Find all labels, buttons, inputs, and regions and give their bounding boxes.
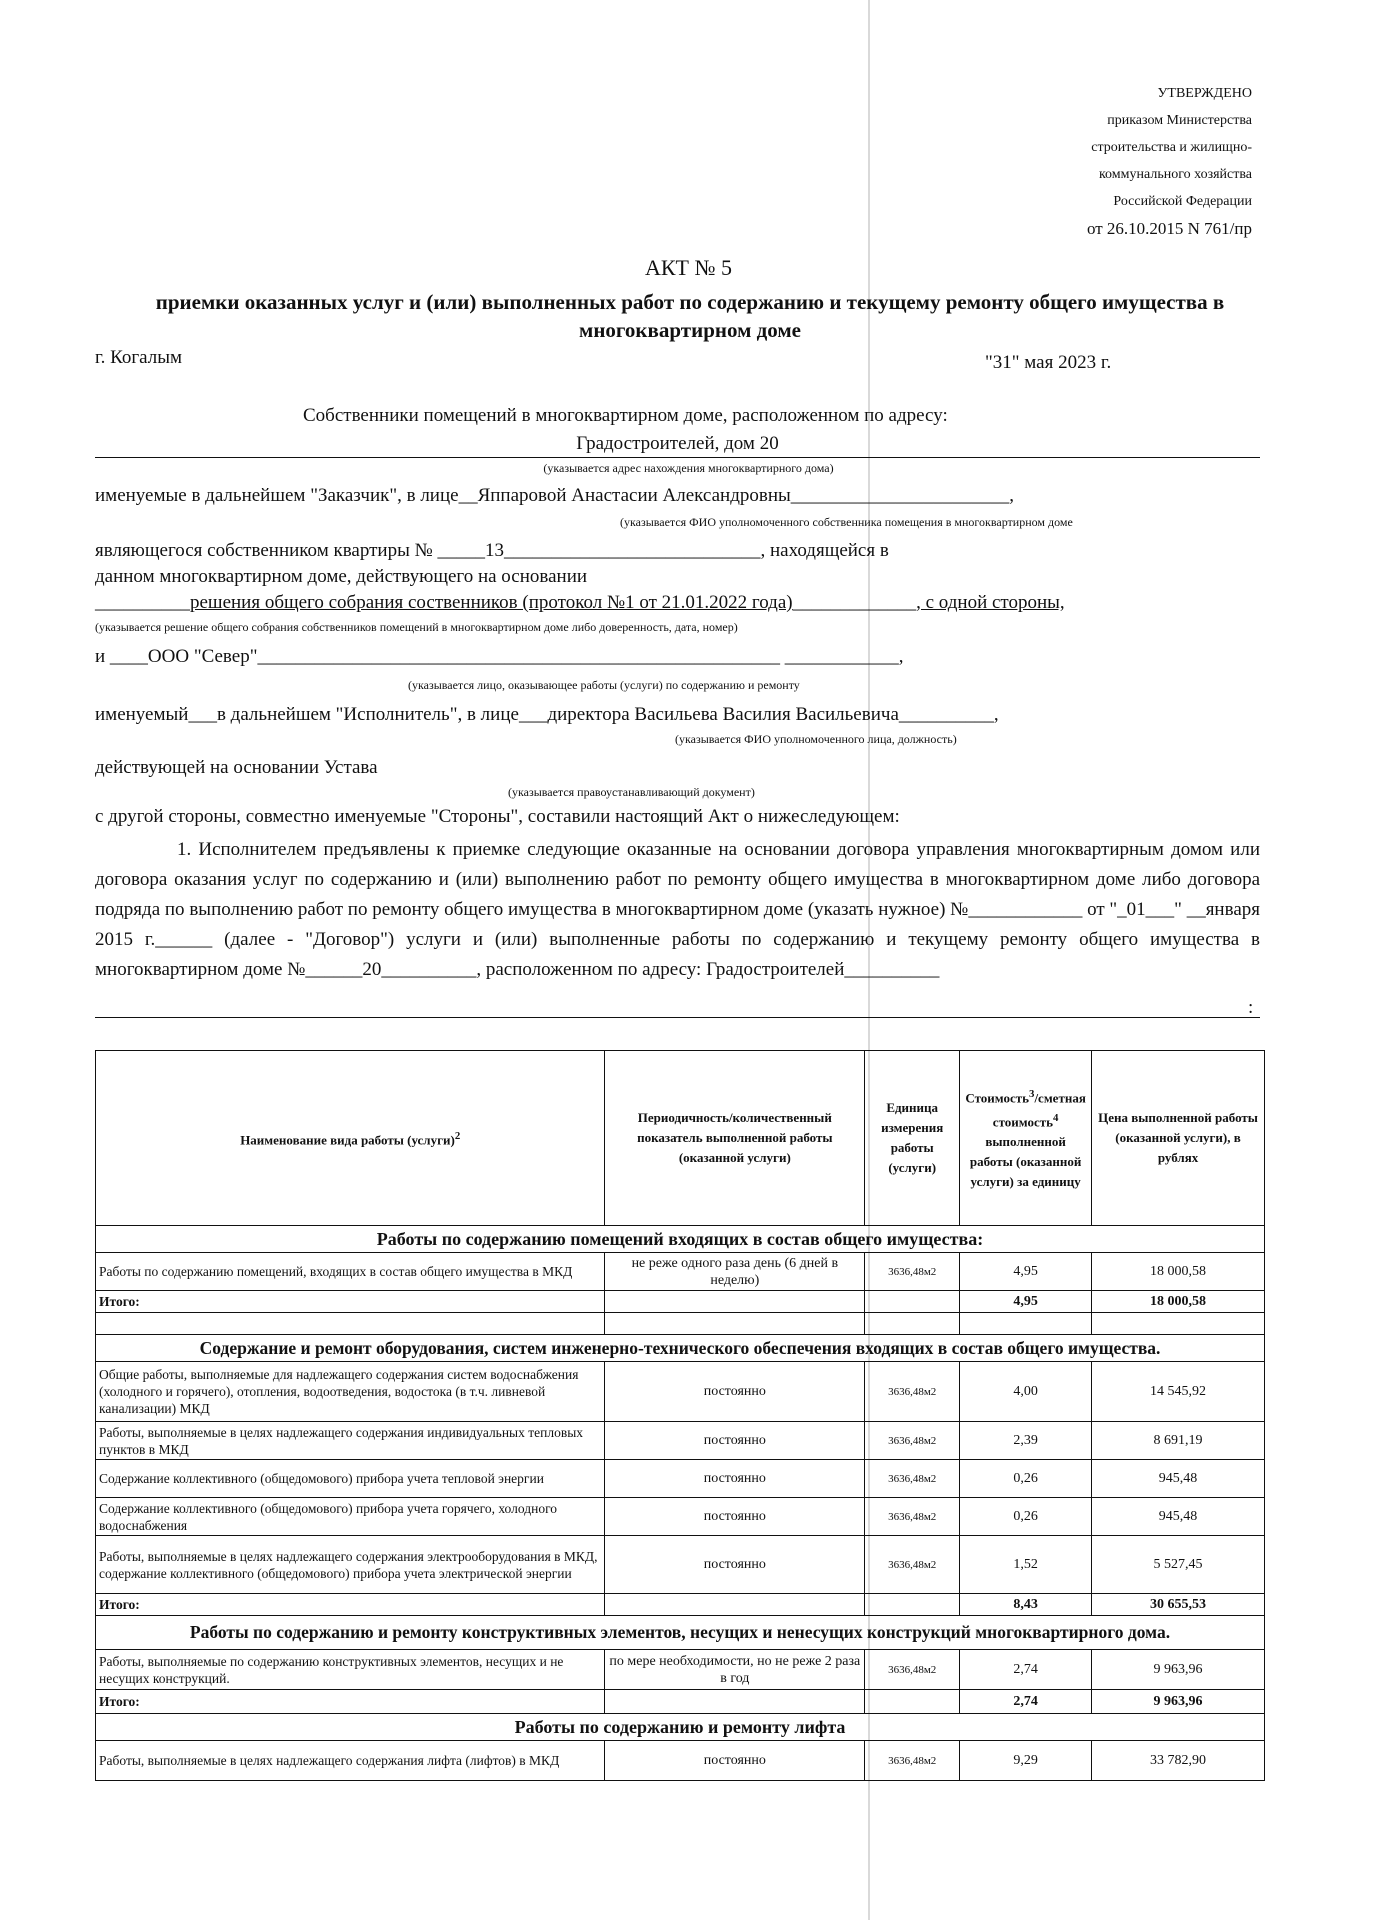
clause-1 (95, 835, 1260, 985)
and-word: и (95, 646, 106, 667)
owner-prefix: являющегося собственником квартиры № (95, 540, 433, 561)
header-price: Цена выполненной работы (оказанной услуги), в рублях (1092, 1051, 1265, 1226)
address-note: (указывается адрес нахождения многоквартирного дома) (543, 461, 834, 475)
section-header: Работы по содержанию и ремонту лифта (96, 1714, 1265, 1741)
approval-line: строительства и жилищно- (1091, 140, 1252, 155)
executor-line: именуемый___в дальнейшем "Исполнитель", в лице___директора Васильева Василия Васильевича__________, (95, 704, 999, 725)
executor-name: директора Васильева Василия Васильевича (547, 704, 899, 725)
section-header: Работы по содержанию помещений входящих в состав общего имущества: (96, 1226, 1265, 1253)
customer-name: Яппаровой Анастасии Александровны (477, 485, 791, 506)
owner-line: являющегося собственником квартиры № _____13___________________________, находящейся в (95, 540, 889, 561)
table-row: Работы по содержанию помещений, входящих в состав общего имущества в МКД не реже одного раза день (6 дней в неделю) 3636,48м2 4,95 18 000,58 (96, 1253, 1265, 1291)
table-row: Работы, выполняемые в целях надлежащего содержания лифта (лифтов) в МКД постоянно 3636,48м2 9,29 33 782,90 (96, 1741, 1265, 1781)
act-subtitle: приемки оказанных услуг и (или) выполненных работ по содержанию и текущему ремонту общего имущества в многоквартирном доме (155, 290, 1225, 342)
basis-note: (указывается решение общего собрания собственников помещений в многоквартирном доме либо доверенность, дата, номер) (95, 620, 738, 634)
empty-row (96, 1313, 1265, 1335)
executor-mid: в дальнейшем "Исполнитель", в лице (216, 704, 519, 725)
works-table (95, 1050, 1265, 1781)
acting-line: действующей на основании Устава (95, 757, 378, 778)
address-value: Градостроителей, дом 20 (576, 433, 779, 454)
customer-note: (указывается ФИО уполномоченного собственника помещения в многоквартирном доме (620, 515, 1073, 529)
customer-line: именуемые в дальнейшем "Заказчик", в лице__Яппаровой Анастасии Александровны_______________________, (95, 485, 1015, 506)
total-row: Итого: 8,43 30 655,53 (96, 1594, 1265, 1616)
header-unit: Единица измерения работы (услуги) (865, 1051, 960, 1226)
contractor-name: ООО "Север" (147, 646, 258, 667)
approval-line: приказом Министерства (1107, 113, 1252, 128)
table-row: Работы, выполняемые по содержанию конструктивных элементов, несущих и не несущих конструкций. по мере необходимости, но не реже 2 раза в год 3636,48м2 2,74 9 963,96 (96, 1650, 1265, 1690)
header-cost: Стоимость$^3$/сметная стоимость$^4$ выполненной работы (оказанной услуги) за единицу (960, 1051, 1092, 1226)
parties-line: с другой стороны, совместно именуемые "Стороны", составили настоящий Акт о нижеследующем: (95, 806, 900, 827)
table-row: Общие работы, выполняемые для надлежащего содержания систем водоснабжения (холодного и горячего), отопления, водоотведения, водостока (в т.ч. ливневой канализации) МКД постоянно 3636,48м2 4,00 14 545,92 (96, 1362, 1265, 1422)
basis-value-line: __________решения общего собрания соственников (протокол №1 от 21.01.2022 года)_____________, с одной стороны, (95, 592, 1065, 613)
approval-line: Российской Федерации (1113, 194, 1252, 209)
table-row: Содержание коллективного (общедомового) прибора учета горячего, холодного водоснабжения постоянно 3636,48м2 0,26 945,48 (96, 1498, 1265, 1536)
basis-line: данном многоквартирном доме, действующего на основании (95, 566, 588, 587)
clause-1-colon: : (1248, 997, 1254, 1018)
contractor-line: и ____ООО "Север"_______________________________________________________ ____________, (95, 646, 904, 667)
section-header: Содержание и ремонт оборудования, систем инженерно-технического обеспечения входящих в состав общего имущества. (96, 1335, 1265, 1362)
contractor-note: (указывается лицо, оказывающее работы (услуги) по содержанию и ремонту (408, 678, 800, 692)
owners-line: Собственники помещений в многоквартирном доме, расположенном по адресу: (303, 405, 948, 426)
header-name: Наименование вида работы (услуги)$^2$ (96, 1051, 605, 1226)
executor-note: (указывается ФИО уполномоченного лица, должность) (675, 732, 957, 746)
act-title: АКТ № 5 (645, 255, 732, 280)
basis-suffix: , с одной стороны, (916, 592, 1065, 613)
apartment-number: 13 (484, 540, 504, 561)
acting-note: (указывается правоустанавливающий документ) (508, 785, 755, 799)
clause-1-blank-line (95, 995, 1260, 1018)
approval-stamp (1087, 80, 1252, 242)
section-header: Работы по содержанию и ремонту конструктивных элементов, несущих и ненесущих конструкций многоквартирного дома. (96, 1616, 1265, 1650)
total-row: Итого: 4,95 18 000,58 (96, 1291, 1265, 1313)
table-row: Работы, выполняемые в целях надлежащего содержания индивидуальных тепловых пунктов в МКД постоянно 3636,48м2 2,39 8 691,19 (96, 1422, 1265, 1460)
approval-line: от 26.10.2015 N 761/пр (1086, 219, 1252, 238)
basis-value: решения общего собрания соственников (протокол №1 от 21.01.2022 года) (190, 592, 793, 613)
table-row: Работы, выполняемые в целях надлежащего содержания электрооборудования в МКД, содержание коллективного (общедомового) прибора учета электрической энергии постоянно 3636,48м2 1,52 5 527,45 (96, 1536, 1265, 1594)
approval-line: УТВЕРЖДЕНО (1157, 86, 1252, 101)
total-row: Итого: 2,74 9 963,96 (96, 1690, 1265, 1714)
act-date: "31" мая 2023 г. (985, 352, 1112, 373)
header-period: Периодичность/количественный показатель выполненной работы (оказанной услуги) (605, 1051, 865, 1226)
clause-1-text: 1. Исполнителем предъявлены к приемке следующие оказанные на основании договора управления многоквартирным домом или договора оказания услуг по содержанию и (или) выполнению работ по ремонту общего имущества в многоквартирном доме либо договора подряда по выполнению работ по ремонту общего имущества в многоквартирном доме (указать нужное) №____________ от "_01___" __января 2015 г.______ (далее - "Договор") услуги и (или) выполненные работы по содержанию и текущему ремонту общего имущества в многоквартирном доме №______20__________, расположенном по адресу: Градостроителей__________ (95, 839, 1260, 980)
executor-prefix: именуемый (95, 704, 189, 725)
table-row: Содержание коллективного (общедомового) прибора учета тепловой энергии постоянно 3636,48м2 0,26 945,48 (96, 1460, 1265, 1498)
approval-line: коммунального хозяйства (1098, 167, 1252, 182)
table-header-row (96, 1051, 1265, 1226)
owner-suffix: , находящейся в (760, 540, 889, 561)
address-field (95, 433, 1260, 458)
city: г. Когалым (95, 347, 183, 368)
customer-prefix: именуемые в дальнейшем "Заказчик", в лице (95, 485, 459, 506)
